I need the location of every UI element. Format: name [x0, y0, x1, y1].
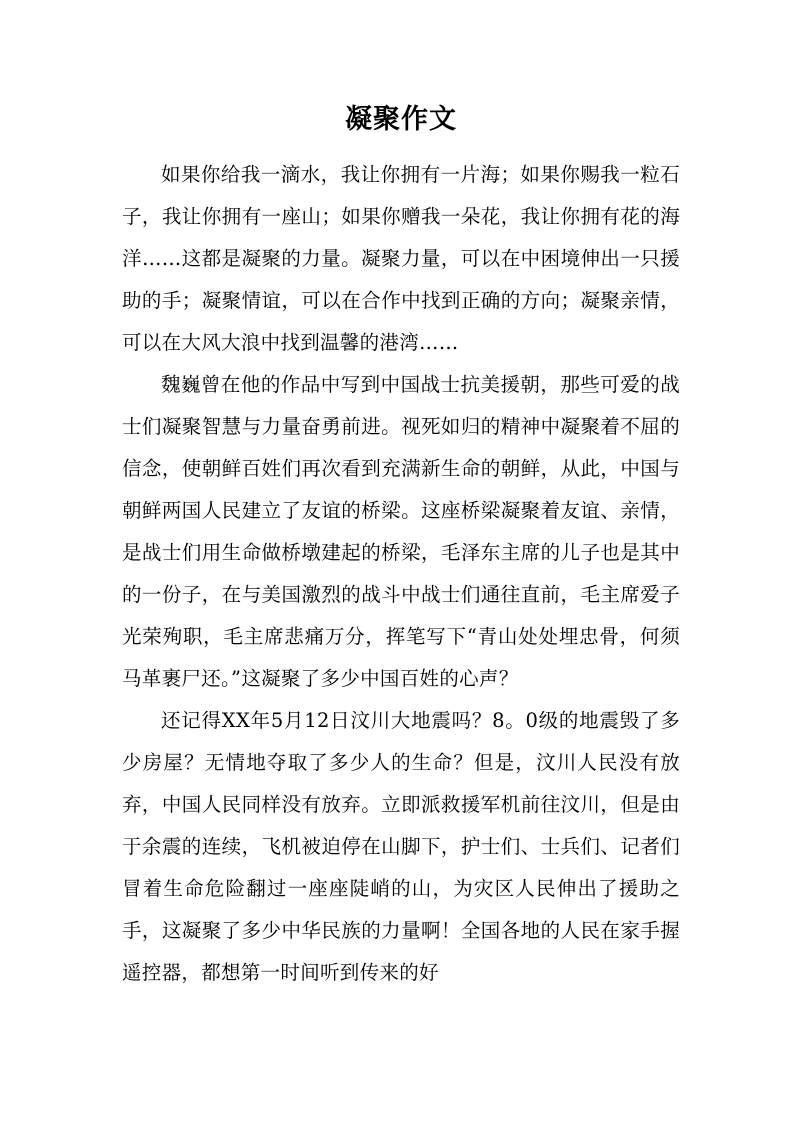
document-title: 凝聚作文: [345, 104, 457, 135]
paragraph-3: 还记得XX年5月12日汶川大地震吗？8。0级的地震毁了多少房屋？无情地夺取了多少人的生命？但是，汶川人民没有放弃，中国人民同样没有放弃。立即派救援军机前往汶川，但是由于余震的连续，飞机被迫停在山脚下，护士们、士兵们、记者们冒着生命危险翻过一座座陡峭的山，为灾区人民伸出了援助之手，这凝聚了多少中华民族的力量啊！全国各地的人民在家手握遥控器，都想第一时间听到传来的好: [122, 709, 680, 984]
paragraph-1: 如果你给我一滴水，我让你拥有一片海；如果你赐我一粒石子，我让你拥有一座山；如果你赠我一朵花，我让你拥有花的海洋……这都是凝聚的力量。凝聚力量，可以在中困境伸出一只援助的手；凝聚情谊，可以在合作中找到正确的方向；凝聚亲情，可以在大风大浪中找到温馨的港湾……: [122, 163, 680, 354]
document-body: [122, 154, 680, 994]
document-page: [122, 0, 680, 994]
paragraph-2: 魏巍曾在他的作品中写到中国战士抗美援朝，那些可爱的战士们凝聚智慧与力量奋勇前进。视死如归的精神中凝聚着不屈的信念，使朝鲜百姓们再次看到充满新生命的朝鲜，从此，中国与朝鲜两国人民建立了友谊的桥梁。这座桥梁凝聚着友谊、亲情，是战士们用生命做桥墩建起的桥梁，毛泽东主席的儿子也是其中的一份子，在与美国激烈的战斗中战士们通往直前，毛主席爱子光荣殉职，毛主席悲痛万分，挥笔写下“青山处处埋忠骨，何须马革裹尸还。”这凝聚了多少中国百姓的心声？: [122, 373, 680, 690]
